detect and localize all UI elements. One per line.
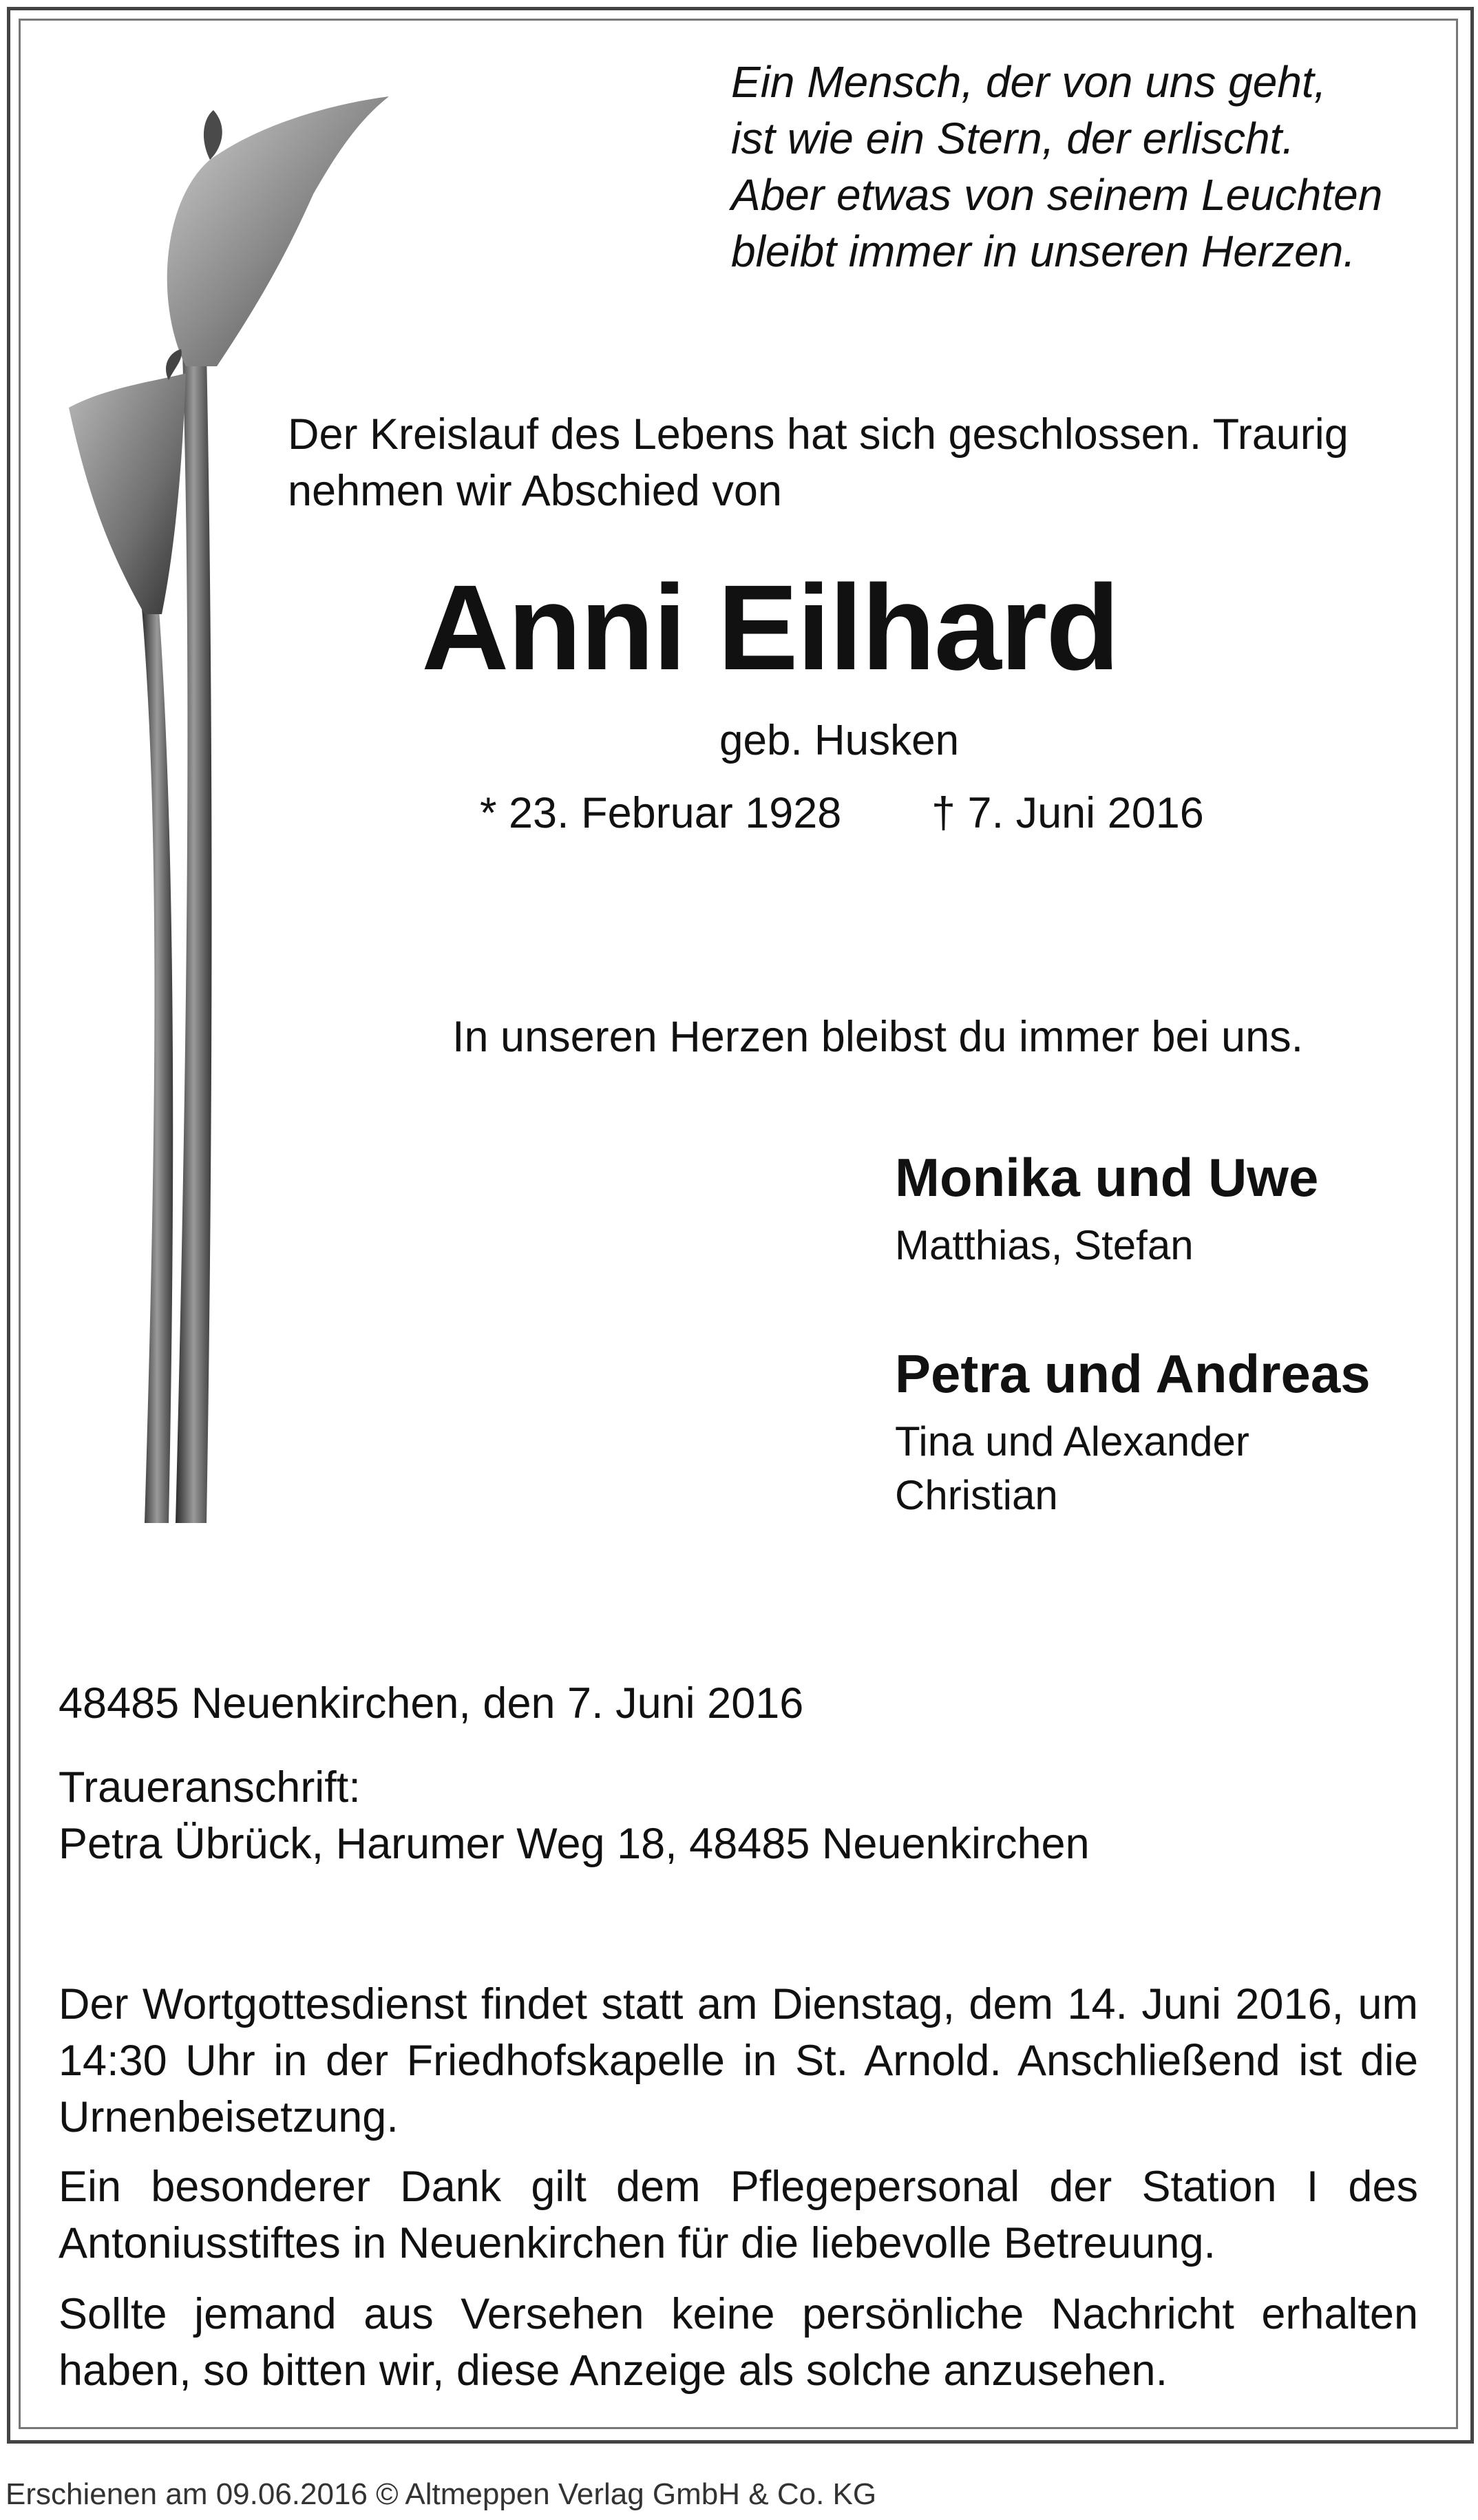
poem-line: bleibt immer in unseren Herzen. (731, 227, 1356, 276)
address-value: Petra Übrück, Harumer Weg 18, 48485 Neuenkirchen (59, 1820, 1090, 1868)
death-date: † 7. Juni 2016 (931, 789, 1204, 837)
mourner-name: Monika und Uwe (895, 1147, 1319, 1208)
intro-line: nehmen wir Abschied von (288, 467, 782, 515)
birth-date: * 23. Februar 1928 (480, 789, 842, 837)
poem-line: Ein Mensch, der von uns geht, (731, 57, 1327, 107)
mourner-family (895, 1219, 1194, 1272)
service-paragraph: Der Wortgottesdienst findet statt am Dienstag, dem 14. Juni 2016, um 14:30 Uhr in der Friedhofskapelle in St. Arnold. Anschließend ist die Urnenbeisetzung. (59, 1980, 1418, 2141)
poem-line: Aber etwas von seinem Leuchten (731, 170, 1383, 220)
family-line: Christian (895, 1472, 1058, 1518)
calla-lily-icon (65, 77, 396, 1523)
poem-line: ist wie ein Stern, der erlischt. (731, 114, 1295, 163)
publication-footer: Erschienen am 09.06.2016 © Altmeppen Verlag GmbH & Co. KG (6, 2477, 877, 2511)
address-label: Traueranschrift: (59, 1763, 361, 1812)
maiden-name: geb. Husken (719, 717, 960, 764)
mourner-name: Petra und Andreas (895, 1343, 1371, 1404)
family-line: Matthias, Stefan (895, 1222, 1194, 1268)
intro-line: Der Kreislauf des Lebens hat sich geschlossen. Traurig (288, 410, 1349, 459)
mourner-family (895, 1415, 1249, 1522)
thanks-paragraph: Ein besonderer Dank gilt dem Pflegepersonal der Station I des Antoniusstiftes in Neuenkirchen für die liebevolle Betreuung. (59, 2163, 1418, 2267)
poem (731, 54, 1382, 280)
place-date: 48485 Neuenkirchen, den 7. Juni 2016 (59, 1679, 804, 1728)
mourning-address (59, 1759, 1090, 1872)
family-line: Tina und Alexander (895, 1418, 1249, 1464)
intro-text (288, 406, 1349, 519)
deceased-name: Anni Eilhard (421, 560, 1119, 695)
notice-paragraph: Sollte jemand aus Versehen keine persönliche Nachricht erhalten haben, so bitten wir, diese Anzeige als solche anzusehen. (59, 2290, 1418, 2395)
motto: In unseren Herzen bleibst du immer bei uns. (452, 1013, 1304, 1061)
